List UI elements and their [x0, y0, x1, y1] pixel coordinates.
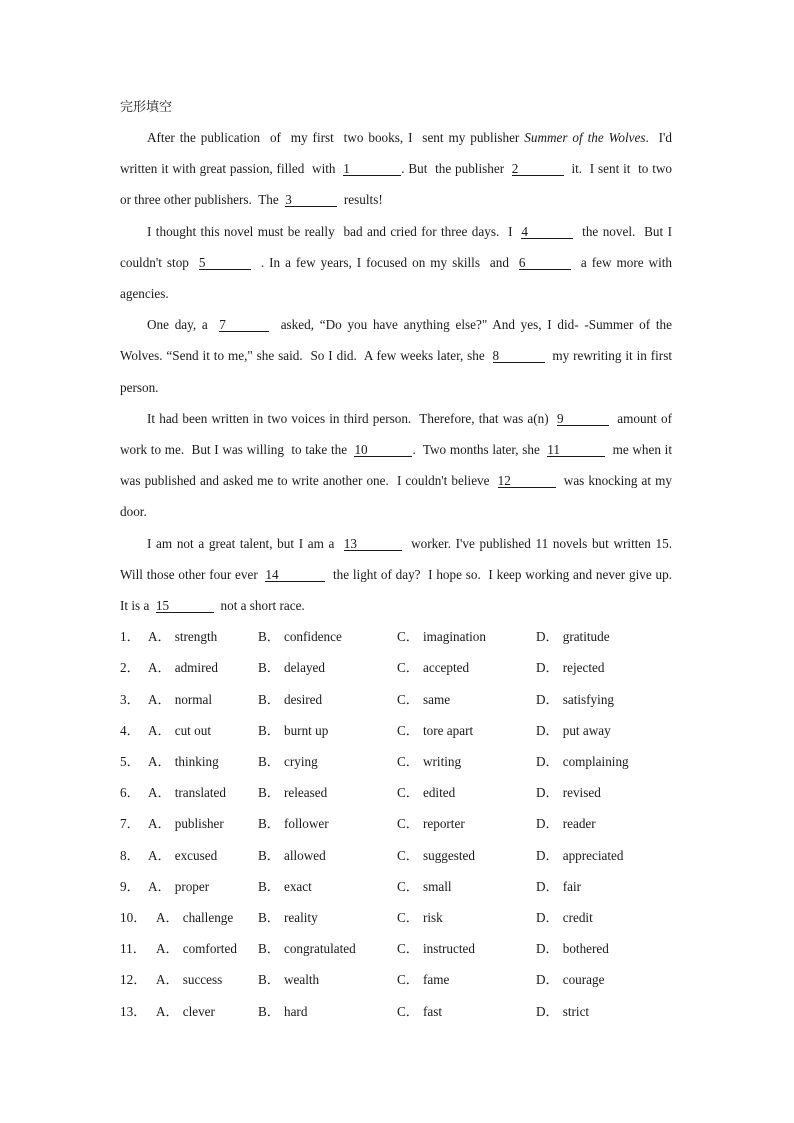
option-b[interactable]	[258, 871, 397, 902]
option-a[interactable]	[156, 933, 258, 964]
answer-blank[interactable]: 13	[344, 537, 402, 551]
option-letter: A．	[148, 816, 171, 832]
passage-text: After the publication of my first two books, I sent my publisher	[147, 130, 525, 145]
passage-text: I thought this novel must be really bad and cried for three days. I	[147, 223, 522, 239]
option-letter: C．	[397, 941, 419, 957]
option-letter: A．	[148, 691, 171, 707]
option-a[interactable]	[148, 840, 258, 871]
option-letter: B．	[258, 909, 280, 925]
option-text: allowed	[283, 847, 326, 863]
option-letter: C．	[397, 629, 419, 645]
option-letter: B．	[258, 691, 280, 707]
option-text: strict	[562, 1003, 590, 1019]
option-a[interactable]	[156, 902, 258, 933]
option-d[interactable]	[536, 902, 593, 933]
question-number: 7．	[120, 816, 140, 832]
option-text: appreciated	[562, 847, 624, 863]
option-text: small	[422, 878, 452, 894]
option-b[interactable]	[258, 808, 397, 839]
option-text: delayed	[283, 660, 325, 676]
option-row	[120, 871, 672, 902]
option-row	[120, 621, 672, 652]
option-text: courage	[562, 972, 605, 988]
option-letter: A．	[156, 1003, 179, 1019]
option-b[interactable]	[258, 621, 397, 652]
option-text: risk	[422, 909, 443, 925]
option-letter: B．	[258, 754, 280, 769]
option-text: confidence	[283, 629, 342, 645]
question-number: 1．	[120, 629, 140, 645]
option-d[interactable]	[536, 746, 629, 777]
option-d[interactable]	[536, 933, 609, 964]
document-page	[120, 95, 679, 1027]
answer-blank[interactable]: 4	[521, 225, 573, 239]
option-letter: D．	[536, 878, 559, 894]
option-letter: C．	[397, 722, 419, 738]
cloze-passage	[120, 122, 679, 621]
answer-blank[interactable]: 1	[343, 162, 401, 176]
question-number: 3．	[120, 691, 140, 707]
question-number: 13．	[120, 1003, 147, 1019]
option-letter: B．	[258, 722, 280, 738]
option-letter: D．	[536, 660, 559, 676]
answer-blank[interactable]: 15	[156, 599, 214, 613]
option-row	[120, 808, 672, 839]
option-letter: C．	[397, 1003, 419, 1019]
option-letter: A．	[156, 941, 179, 957]
option-letter: D．	[536, 785, 559, 801]
option-c[interactable]	[397, 933, 536, 964]
option-text: admired	[174, 660, 218, 676]
option-d[interactable]	[536, 621, 610, 652]
option-row	[120, 964, 672, 995]
passage-text: the novel. But I couldn't stop	[120, 223, 676, 270]
answer-blank[interactable]: 10	[354, 443, 412, 457]
option-text: burnt up	[283, 722, 329, 738]
option-letter: D．	[536, 816, 559, 832]
option-letter: A．	[148, 878, 171, 894]
passage-text: asked, “Do you have anything else?" And yes, I did- -Summer of the Wolves. “Send it to me," she said. So I did. A few weeks later, she	[120, 317, 676, 364]
option-row	[120, 652, 672, 683]
option-row	[120, 715, 672, 746]
passage-text: the light of day? I hope so. I keep working and never give up. It is a	[120, 566, 679, 614]
question-number: 8．	[120, 847, 140, 863]
option-text: excused	[174, 847, 218, 863]
answer-blank[interactable]: 12	[498, 474, 556, 488]
option-text: put away	[562, 722, 611, 738]
option-letter: B．	[258, 1003, 280, 1019]
passage-text: . In a few years, I focused on my skills and	[250, 254, 519, 270]
option-d[interactable]	[536, 996, 589, 1027]
option-text: fair	[562, 878, 582, 894]
option-text: complaining	[562, 754, 629, 769]
option-row	[120, 996, 672, 1027]
option-row	[120, 746, 672, 777]
option-text: reality	[283, 909, 318, 925]
option-letter: B．	[258, 816, 280, 832]
option-a[interactable]	[156, 996, 258, 1027]
answer-blank[interactable]: 5	[199, 256, 251, 270]
option-text: hard	[283, 1003, 308, 1019]
option-a[interactable]	[148, 808, 258, 839]
option-text: credit	[562, 909, 593, 925]
option-a[interactable]	[148, 715, 258, 746]
option-c[interactable]	[397, 746, 536, 777]
option-d[interactable]	[536, 652, 604, 683]
question-number: 11．	[120, 941, 146, 957]
option-text: comforted	[182, 941, 237, 957]
option-letter: C．	[397, 785, 419, 801]
answer-options	[120, 621, 672, 1026]
answer-blank[interactable]: 14	[265, 568, 325, 582]
option-letter: B．	[258, 785, 280, 801]
option-letter: B．	[258, 878, 280, 894]
option-letter: A．	[148, 660, 171, 676]
option-letter: A．	[156, 909, 179, 925]
option-d[interactable]	[536, 808, 596, 839]
option-letter: D．	[536, 909, 559, 925]
option-b[interactable]	[258, 652, 397, 683]
option-letter: B．	[258, 941, 280, 957]
passage-text: worker. I've published 11 novels but written 15. Will those other four ever	[120, 535, 679, 582]
option-text: edited	[422, 785, 456, 801]
option-b[interactable]	[258, 840, 397, 871]
option-text: clever	[182, 1003, 215, 1019]
passage-text: results!	[337, 192, 383, 208]
question-number: 5．	[120, 754, 140, 769]
option-text: fast	[422, 1003, 443, 1019]
option-text: tore apart	[422, 722, 474, 738]
option-row	[120, 684, 672, 715]
option-letter: B．	[258, 972, 280, 988]
option-text: strength	[174, 629, 218, 645]
option-letter: C．	[397, 691, 419, 707]
option-a[interactable]	[148, 746, 258, 777]
option-letter: B．	[258, 629, 280, 645]
option-text: wealth	[283, 972, 320, 988]
option-a[interactable]	[148, 652, 258, 683]
option-letter: D．	[536, 691, 559, 707]
answer-blank[interactable]: 2	[512, 162, 564, 176]
option-text: accepted	[422, 660, 470, 676]
option-text: normal	[174, 691, 213, 707]
book-title: Summer of the Wolves	[524, 130, 646, 145]
option-row	[120, 933, 672, 964]
option-letter: C．	[397, 847, 419, 863]
option-letter: A．	[148, 754, 171, 769]
passage-text: . Two months later, she	[412, 442, 548, 458]
option-letter: B．	[258, 660, 280, 676]
option-row	[120, 902, 672, 933]
option-text: success	[182, 972, 223, 988]
answer-blank[interactable]: 3	[285, 193, 337, 207]
answer-blank[interactable]: 9	[557, 412, 609, 426]
option-text: follower	[283, 816, 329, 832]
option-d[interactable]	[536, 840, 624, 871]
option-letter: A．	[148, 785, 171, 801]
option-text: thinking	[174, 754, 219, 769]
option-text: crying	[283, 754, 318, 769]
passage-text: . But the publisher	[401, 161, 512, 177]
question-number: 12．	[120, 972, 147, 988]
option-b[interactable]	[258, 902, 397, 933]
option-c[interactable]	[397, 715, 536, 746]
option-c[interactable]	[397, 777, 536, 808]
option-d[interactable]	[536, 964, 604, 995]
passage-text: a few more with agencies.	[120, 254, 676, 302]
option-letter: D．	[536, 847, 559, 863]
option-letter: D．	[536, 722, 559, 738]
option-c[interactable]	[397, 652, 536, 683]
option-letter: A．	[148, 629, 171, 645]
option-letter: C．	[397, 660, 419, 676]
option-a[interactable]	[148, 777, 258, 808]
passage-text: I am not a great talent, but I am a	[147, 535, 344, 551]
passage-text: me when it was published and asked me to write another one. I couldn't believe	[120, 442, 676, 489]
option-letter: C．	[397, 754, 419, 769]
option-c[interactable]	[397, 996, 536, 1027]
option-text: same	[422, 691, 451, 707]
option-c[interactable]	[397, 684, 536, 715]
option-row	[120, 777, 672, 808]
passage-text: . I'd written it with great passion, filled with	[120, 130, 676, 177]
question-number: 2．	[120, 660, 140, 676]
passage-text: it. I sent it to two or three other publishers. The	[120, 161, 676, 208]
option-b[interactable]	[258, 746, 397, 777]
option-text: released	[283, 785, 328, 801]
option-text: cut out	[174, 722, 211, 738]
option-letter: A．	[148, 847, 171, 863]
option-d[interactable]	[536, 684, 614, 715]
option-letter: C．	[397, 816, 419, 832]
option-letter: D．	[536, 629, 559, 645]
option-letter: A．	[148, 722, 171, 738]
option-letter: D．	[536, 1003, 559, 1019]
option-a[interactable]	[148, 684, 258, 715]
question-number: 9．	[120, 878, 140, 894]
option-text: reader	[562, 816, 596, 832]
option-letter: D．	[536, 754, 559, 769]
question-number: 6．	[120, 785, 140, 801]
passage-paragraph	[120, 528, 679, 622]
option-text: bothered	[562, 941, 609, 957]
passage-paragraph	[120, 216, 676, 310]
option-text: congratulated	[283, 941, 356, 957]
option-text: gratitude	[562, 629, 610, 645]
option-b[interactable]	[258, 996, 397, 1027]
passage-text: was knocking at my door.	[120, 473, 676, 520]
answer-blank[interactable]: 7	[219, 318, 269, 332]
option-c[interactable]	[397, 621, 536, 652]
passage-text: not a short race.	[213, 598, 305, 614]
option-b[interactable]	[258, 684, 397, 715]
passage-paragraph	[120, 122, 676, 216]
passage-text: One day, a	[147, 317, 220, 333]
passage-paragraph	[120, 309, 676, 403]
option-c[interactable]	[397, 808, 536, 839]
option-c[interactable]	[397, 871, 536, 902]
option-text: instructed	[422, 941, 475, 957]
answer-blank[interactable]: 8	[493, 349, 545, 363]
option-c[interactable]	[397, 840, 536, 871]
answer-blank[interactable]: 11	[547, 443, 605, 457]
passage-text: It had been written in two voices in third person. Therefore, that was a(n)	[147, 410, 557, 426]
passage-text: my rewriting it in first person.	[120, 348, 676, 395]
option-letter: D．	[536, 941, 559, 957]
option-text: satisfying	[562, 691, 615, 707]
option-letter: D．	[536, 972, 559, 988]
option-a[interactable]	[156, 964, 258, 995]
option-b[interactable]	[258, 715, 397, 746]
passage-paragraph	[120, 403, 676, 528]
option-a[interactable]	[148, 621, 258, 652]
option-d[interactable]	[536, 871, 581, 902]
question-number: 10．	[120, 909, 147, 925]
option-text: suggested	[422, 847, 475, 863]
option-row	[120, 840, 672, 871]
option-text: proper	[174, 878, 210, 894]
question-number: 4．	[120, 722, 140, 738]
answer-blank[interactable]: 6	[519, 256, 571, 270]
option-a[interactable]	[148, 871, 258, 902]
option-d[interactable]	[536, 715, 611, 746]
option-d[interactable]	[536, 777, 601, 808]
option-text: reporter	[422, 816, 465, 832]
option-letter: C．	[397, 878, 419, 894]
option-text: desired	[283, 691, 323, 707]
option-letter: A．	[156, 972, 179, 988]
option-b[interactable]	[258, 964, 397, 995]
option-c[interactable]	[397, 964, 536, 995]
option-c[interactable]	[397, 902, 536, 933]
option-text: revised	[562, 785, 601, 801]
option-b[interactable]	[258, 777, 397, 808]
option-text: exact	[283, 878, 312, 894]
passage-text: amount of work to me. But I was willing to take the	[120, 410, 676, 458]
option-text: writing	[422, 754, 462, 769]
option-text: rejected	[562, 660, 605, 676]
option-b[interactable]	[258, 933, 397, 964]
option-letter: C．	[397, 909, 419, 925]
option-letter: B．	[258, 847, 280, 863]
option-text: imagination	[422, 629, 486, 645]
option-letter: C．	[397, 972, 419, 988]
option-text: translated	[174, 785, 226, 801]
option-text: publisher	[174, 816, 224, 832]
option-text: challenge	[182, 909, 234, 925]
section-title: 完形填空	[120, 100, 173, 115]
option-text: fame	[422, 972, 450, 988]
